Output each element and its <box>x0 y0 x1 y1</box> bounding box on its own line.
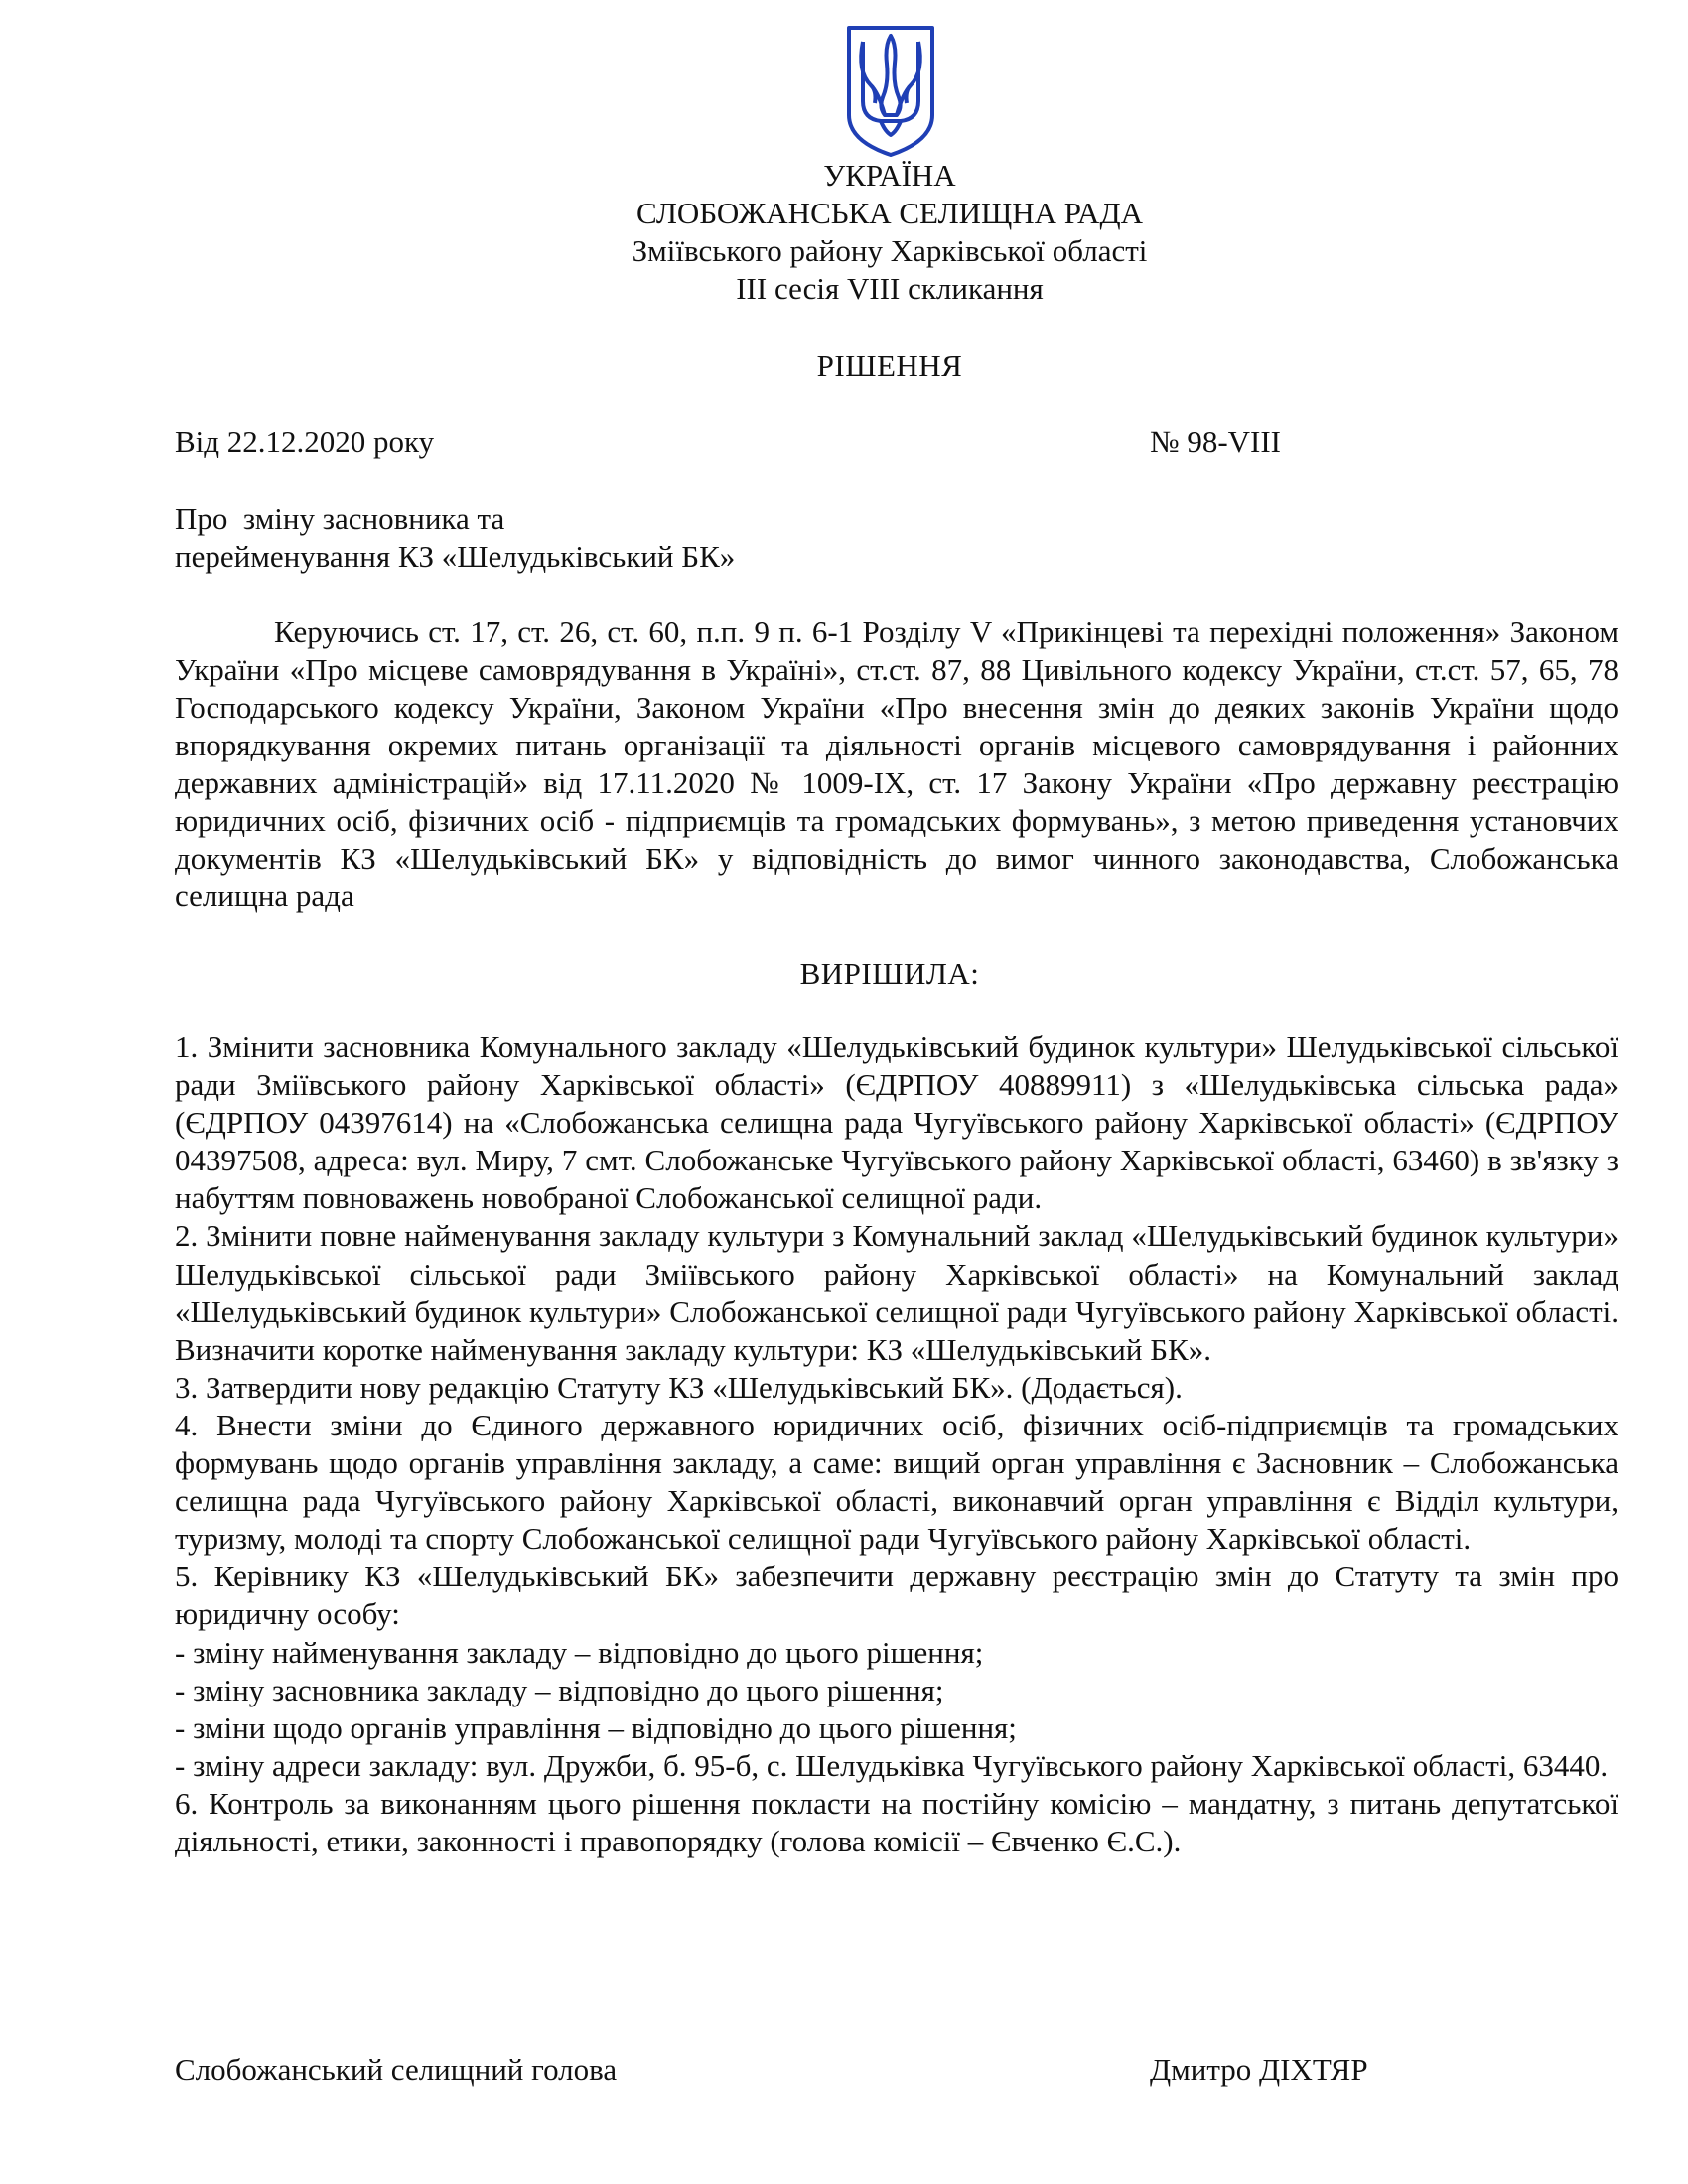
resolution-subitem: - зміну адреси закладу: вул. Дружби, б. 95-б, с. Шелудьківка Чугуївського району Харківської області, 63440. <box>175 1747 1609 1783</box>
signatory-name: Дмитро ДІХТЯР <box>1150 2052 1368 2087</box>
country-title: УКРАЇНА <box>823 158 956 193</box>
document-type-heading: РІШЕННЯ <box>816 348 963 383</box>
resolution-item: 2. Змінити повне найменування закладу культури з Комунальний заклад «Шелудьківський будинок культури» Шелудьківської сільської ради Зміївського району Харківської області» на Комунальний заклад «Шелудьківський будинок культури» Слобожанської селищної ради Чугуївського району Харківської області. Визначити коротке найменування закладу культури: КЗ «Шелудьківський БК». <box>175 1218 1618 1367</box>
decision-number: № 98-VIІІ <box>1150 424 1282 459</box>
district-subtitle: Зміївського району Харківської області <box>632 233 1148 268</box>
resolution-item: 5. Керівнику КЗ «Шелудьківський БК» забезпечити державну реєстрацію змін до Статуту та змін про юридичну особу: <box>175 1559 1618 1632</box>
resolution-item: 4. Внести зміни до Єдиного державного юридичних осіб, фізичних осіб-підприємців та громадських формувань щодо органів управління закладу, а саме: вищий орган управління є Засновник – Слобожанська селищна рада Чугуївського району Харківської області, виконавчий орган управління є Відділ культури, туризму, молоді та спорту Слобожанської селищної ради Чугуївського району Харківської області. <box>175 1407 1618 1557</box>
decision-subject <box>175 500 870 576</box>
resolution-items <box>175 1028 1618 1860</box>
signatory-position: Слобожанський селищний голова <box>175 2052 618 2087</box>
subject-line-2: перейменування КЗ «Шелудьківський БК» <box>175 539 736 574</box>
resolution-item: 3. Затвердити нову редакцію Статуту КЗ «Шелудьківський БК». (Додається). <box>175 1369 1183 1405</box>
resolved-heading: ВИРІШИЛА: <box>799 956 980 991</box>
council-title: СЛОБОЖАНСЬКА СЕЛИЩНА РАДА <box>636 196 1143 230</box>
session-subtitle: ІІІ сесія VIІІ скликання <box>736 271 1044 306</box>
preamble-paragraph: Керуючись ст. 17, ст. 26, ст. 60, п.п. 9 п. 6-1 Розділу V «Прикінцеві та перехідні положення» Законом України «Про місцеве самоврядування в Україні», ст.ст. 87, 88 Цивільного кодексу України, ст.ст. 57, 65, 78 Господарського кодексу України, Законом України «Про внесення змін до деяких законів України щодо впорядкування окремих питань організації та діяльності органів місцевого самоврядування і районних державних адміністрацій» від 17.11.2020 № 1009-IX, ст. 17 Закону України «Про державну реєстрацію юридичних осіб, фізичних осіб - підприємців та громадських формувань», з метою приведення установчих документів КЗ «Шелудьківський БК» у відповідність до вимог чинного законодавства, Слобожанська селищна рада <box>175 614 1618 913</box>
decision-date: Від 22.12.2020 року <box>175 424 435 459</box>
subject-line-1: Про зміну засновника та <box>175 501 505 536</box>
coat-of-arms-trident-icon <box>845 24 936 159</box>
resolution-item: 1. Змінити засновника Комунального закладу «Шелудьківський будинок культури» Шелудьківської сільської ради Зміївського району Харківської області» (ЄДРПОУ 40889911) з «Шелудьківська сільська рада» (ЄДРПОУ 04397614) на «Слобожанська селищна рада Чугуївського району Харківської області» (ЄДРПОУ 04397508, адреса: вул. Миру, 7 смт. Слобожанське Чугуївського району Харківської області, 63460) в зв'язку з набуттям повноважень новобраної Слобожанської селищної ради. <box>175 1029 1618 1216</box>
resolution-item: 6. Контроль за виконанням цього рішення покласти на постійну комісію – мандатну, з питань депутатської діяльності, етики, законності і правопорядку (голова комісії – Євченко Є.С.). <box>175 1785 1618 1858</box>
resolution-subitem: - зміну найменування закладу – відповідно до цього рішення; <box>175 1634 984 1670</box>
resolution-subitem: - зміну засновника закладу – відповідно до цього рішення; <box>175 1672 944 1707</box>
resolution-subitem: - зміни щодо органів управління – відповідно до цього рішення; <box>175 1709 1017 1745</box>
